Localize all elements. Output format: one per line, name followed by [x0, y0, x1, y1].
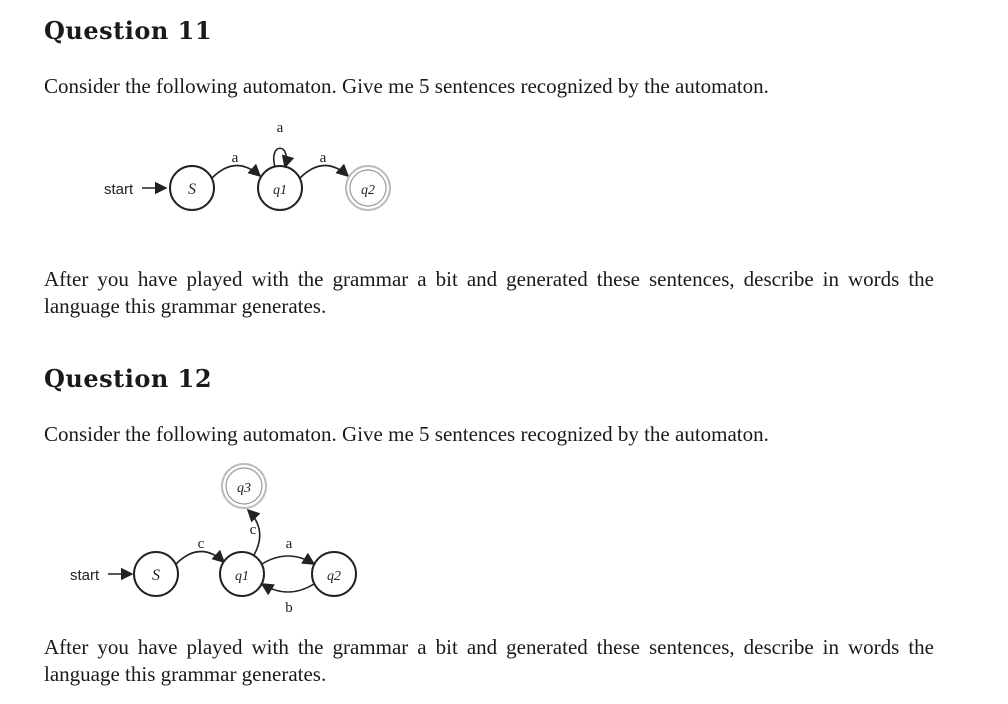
q12-state-s-label: S: [152, 567, 160, 584]
question-11-followup: After you have played with the grammar a bit and generated these sentences, describe in words the language this grammar generates.: [44, 267, 934, 318]
q11-start-label: start: [104, 181, 134, 198]
q12-state-q3-label: q3: [237, 481, 251, 496]
q12-state-q2-label: q2: [327, 569, 341, 584]
q12-start-label: start: [70, 567, 100, 584]
q12-edge-q1-q2: [262, 556, 314, 564]
q12-state-q1-label: q1: [235, 569, 249, 584]
question-12-intro: Consider the following automaton. Give me 5 sentences recognized by the automaton.: [44, 422, 769, 446]
question-11-heading: Question 11: [44, 16, 213, 45]
question-12-heading: Question 12: [44, 364, 213, 393]
q11-edge-q1-q2-label: a: [319, 150, 327, 166]
q12-edge-q1-q2-label: a: [285, 536, 293, 552]
q11-state-q1-label: q1: [273, 183, 287, 198]
question-12-followup: After you have played with the grammar a bit and generated these sentences, describe in words the language this grammar generates.: [44, 635, 934, 686]
q12-edge-q1-q3-label: c: [249, 522, 257, 538]
q11-state-s-label: S: [188, 181, 196, 198]
q11-state-q2-label: q2: [361, 183, 375, 198]
q11-edge-q1-loop: [274, 148, 287, 167]
q11-edge-q1-q2: [300, 165, 348, 178]
q11-edge-s-q1-label: a: [231, 150, 239, 166]
question-11-automaton: [0, 110, 420, 250]
q11-edge-q1-loop-label: a: [276, 120, 284, 136]
q12-edge-q2-q1: [262, 584, 314, 592]
q12-edge-s-q1-label: c: [197, 536, 205, 552]
q11-edge-s-q1: [212, 165, 260, 178]
question-11-intro: Consider the following automaton. Give me 5 sentences recognized by the automaton.: [44, 74, 769, 98]
q12-edge-s-q1: [176, 551, 224, 564]
question-12-automaton: [0, 458, 420, 628]
q12-edge-q2-q1-label: b: [285, 600, 293, 616]
